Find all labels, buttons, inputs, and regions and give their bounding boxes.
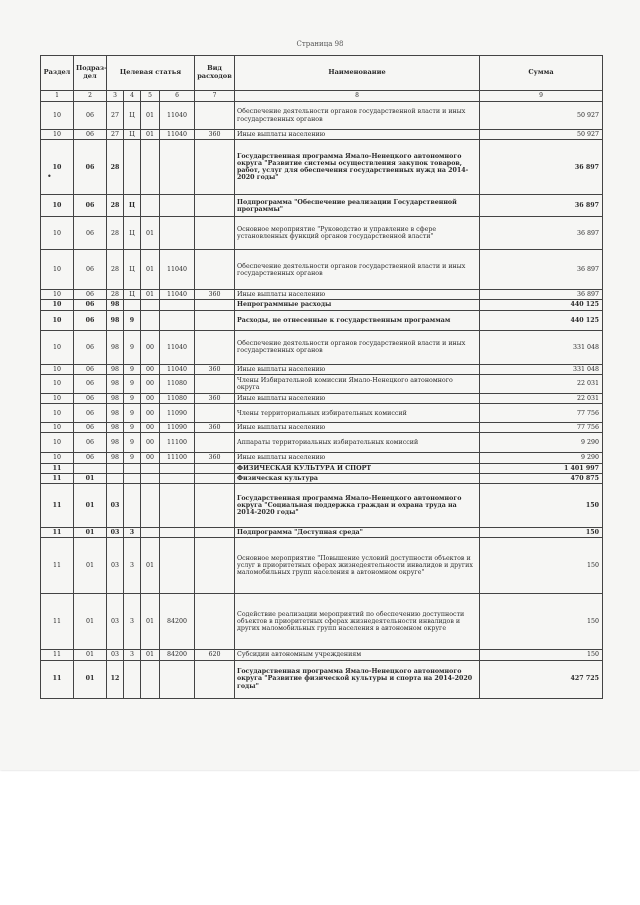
row-section: 10 bbox=[41, 102, 74, 130]
row-program-code: 03 bbox=[107, 528, 124, 538]
header-sum: Сумма bbox=[480, 56, 603, 91]
row-subprogram-code: 9 bbox=[124, 433, 141, 453]
row-expense-type bbox=[195, 484, 235, 528]
row-activity-code: 00 bbox=[141, 423, 160, 433]
row-direction-code: 11040 bbox=[160, 102, 195, 130]
row-program-code: 03 bbox=[107, 594, 124, 650]
row-direction-code: 84200 bbox=[160, 650, 195, 660]
row-sum: 36 897 bbox=[480, 217, 603, 250]
row-activity-code bbox=[141, 195, 160, 217]
row-subsection: 06 bbox=[74, 195, 107, 217]
row-section: 10 bbox=[41, 310, 74, 330]
row-program-code: 28 bbox=[107, 195, 124, 217]
header-expense-type: Вид расходов bbox=[195, 56, 235, 91]
row-direction-code: 11080 bbox=[160, 374, 195, 393]
row-name: Иные выплаты населению bbox=[235, 393, 480, 403]
row-subsection: 06 bbox=[74, 250, 107, 290]
row-subprogram-code: 9 bbox=[124, 310, 141, 330]
table-row bbox=[41, 594, 603, 650]
margin-mark: • bbox=[47, 172, 52, 181]
row-sum: 22 031 bbox=[480, 374, 603, 393]
row-expense-type bbox=[195, 374, 235, 393]
row-subprogram-code: 3 bbox=[124, 650, 141, 660]
row-direction-code: 11040 bbox=[160, 130, 195, 140]
table-row bbox=[41, 463, 603, 473]
row-subsection: 01 bbox=[74, 650, 107, 660]
row-expense-type bbox=[195, 594, 235, 650]
row-activity-code bbox=[141, 660, 160, 698]
row-subsection: 01 bbox=[74, 528, 107, 538]
row-section: 10 bbox=[41, 433, 74, 453]
row-activity-code bbox=[141, 140, 160, 195]
row-direction-code: 11040 bbox=[160, 250, 195, 290]
row-section: 10 bbox=[41, 300, 74, 310]
row-program-code: 28 bbox=[107, 290, 124, 300]
row-name: Субсидии автономным учреждениям bbox=[235, 650, 480, 660]
row-section: 11 bbox=[41, 484, 74, 528]
row-subprogram-code: 9 bbox=[124, 364, 141, 374]
row-expense-type bbox=[195, 330, 235, 364]
row-activity-code bbox=[141, 528, 160, 538]
row-expense-type: 360 bbox=[195, 130, 235, 140]
row-sum: 470 875 bbox=[480, 473, 603, 483]
row-name: Обеспечение деятельности органов государственной власти и иных государственных органов bbox=[235, 250, 480, 290]
row-name: Государственная программа Ямало-Ненецкого автономного округа "Развитие системы осуществления закупок товаров, работ, услуг для обеспечения государственных нужд на 2014-2020 годы" bbox=[235, 140, 480, 195]
row-subsection: 01 bbox=[74, 594, 107, 650]
row-expense-type bbox=[195, 195, 235, 217]
row-section: 10 bbox=[41, 364, 74, 374]
page-number: Страница 98 bbox=[296, 40, 344, 48]
row-subsection: 06 bbox=[74, 217, 107, 250]
table-row bbox=[41, 364, 603, 374]
table-row bbox=[41, 423, 603, 433]
row-subprogram-code bbox=[124, 300, 141, 310]
row-activity-code: 00 bbox=[141, 453, 160, 463]
column-number: 4 bbox=[124, 91, 141, 102]
row-expense-type bbox=[195, 538, 235, 594]
row-expense-type bbox=[195, 300, 235, 310]
row-sum: 150 bbox=[480, 650, 603, 660]
row-program-code bbox=[107, 473, 124, 483]
row-section: 10 bbox=[41, 453, 74, 463]
row-sum: 427 725 bbox=[480, 660, 603, 698]
table-row bbox=[41, 453, 603, 463]
row-program-code bbox=[107, 463, 124, 473]
row-sum: 77 756 bbox=[480, 423, 603, 433]
row-activity-code: 01 bbox=[141, 650, 160, 660]
row-subprogram-code: 9 bbox=[124, 393, 141, 403]
column-number: 3 bbox=[107, 91, 124, 102]
column-number: 6 bbox=[160, 91, 195, 102]
row-activity-code: 01 bbox=[141, 130, 160, 140]
row-section: 10 bbox=[41, 195, 74, 217]
row-activity-code bbox=[141, 473, 160, 483]
row-program-code: 03 bbox=[107, 538, 124, 594]
row-sum: 150 bbox=[480, 528, 603, 538]
row-subsection: 01 bbox=[74, 660, 107, 698]
row-expense-type: 360 bbox=[195, 423, 235, 433]
table-row bbox=[41, 473, 603, 483]
row-direction-code bbox=[160, 195, 195, 217]
row-program-code: 98 bbox=[107, 310, 124, 330]
row-activity-code: 00 bbox=[141, 433, 160, 453]
row-direction-code: 11100 bbox=[160, 433, 195, 453]
row-sum: 36 897 bbox=[480, 250, 603, 290]
row-subprogram-code: 9 bbox=[124, 374, 141, 393]
row-program-code: 27 bbox=[107, 102, 124, 130]
table-row bbox=[41, 250, 603, 290]
table-row bbox=[41, 650, 603, 660]
row-sum: 22 031 bbox=[480, 393, 603, 403]
row-expense-type bbox=[195, 433, 235, 453]
row-program-code: 98 bbox=[107, 330, 124, 364]
row-subsection: 06 bbox=[74, 423, 107, 433]
row-subprogram-code: 9 bbox=[124, 453, 141, 463]
row-section: 11 bbox=[41, 650, 74, 660]
row-name: Иные выплаты населению bbox=[235, 130, 480, 140]
row-name: Обеспечение деятельности органов государственной власти и иных государственных органов bbox=[235, 330, 480, 364]
table-row bbox=[41, 330, 603, 364]
row-expense-type: 360 bbox=[195, 364, 235, 374]
row-program-code: 03 bbox=[107, 650, 124, 660]
row-activity-code: 00 bbox=[141, 374, 160, 393]
row-sum: 331 048 bbox=[480, 330, 603, 364]
row-subsection: 06 bbox=[74, 433, 107, 453]
row-sum: 331 048 bbox=[480, 364, 603, 374]
row-subprogram-code: Ц bbox=[124, 250, 141, 290]
row-activity-code bbox=[141, 484, 160, 528]
row-section: 10 bbox=[41, 374, 74, 393]
row-program-code: 03 bbox=[107, 484, 124, 528]
row-subsection: 06 bbox=[74, 393, 107, 403]
row-subsection: 06 bbox=[74, 290, 107, 300]
row-name: Иные выплаты населению bbox=[235, 453, 480, 463]
row-sum: 50 927 bbox=[480, 130, 603, 140]
column-number: 5 bbox=[141, 91, 160, 102]
row-expense-type bbox=[195, 473, 235, 483]
row-subprogram-code: Ц bbox=[124, 130, 141, 140]
row-expense-type bbox=[195, 250, 235, 290]
row-subsection: 06 bbox=[74, 330, 107, 364]
row-direction-code: 11100 bbox=[160, 453, 195, 463]
row-direction-code bbox=[160, 538, 195, 594]
row-expense-type bbox=[195, 404, 235, 423]
row-direction-code bbox=[160, 140, 195, 195]
row-direction-code bbox=[160, 310, 195, 330]
row-section: 10 bbox=[41, 404, 74, 423]
row-direction-code: 11040 bbox=[160, 290, 195, 300]
table-row bbox=[41, 538, 603, 594]
header-section: Раздел bbox=[41, 56, 74, 91]
table-row bbox=[41, 374, 603, 393]
row-name: Иные выплаты населению bbox=[235, 364, 480, 374]
row-name: Подпрограмма "Обеспечение реализации Государственной программы" bbox=[235, 195, 480, 217]
row-name: ФИЗИЧЕСКАЯ КУЛЬТУРА И СПОРТ bbox=[235, 463, 480, 473]
row-subsection: 06 bbox=[74, 102, 107, 130]
row-direction-code bbox=[160, 528, 195, 538]
row-expense-type bbox=[195, 528, 235, 538]
row-subsection: 06 bbox=[74, 404, 107, 423]
row-sum: 36 897 bbox=[480, 195, 603, 217]
row-name: Государственная программа Ямало-Ненецкого автономного округа "Развитие физической культуры и спорта на 2014-2020 годы" bbox=[235, 660, 480, 698]
row-section: 10 bbox=[41, 423, 74, 433]
table-row bbox=[41, 528, 603, 538]
row-name: Физическая культура bbox=[235, 473, 480, 483]
row-program-code: 98 bbox=[107, 374, 124, 393]
row-sum: 50 927 bbox=[480, 102, 603, 130]
row-subsection: 06 bbox=[74, 300, 107, 310]
column-number: 1 bbox=[41, 91, 74, 102]
row-direction-code bbox=[160, 473, 195, 483]
table-row bbox=[41, 102, 603, 130]
row-program-code: 98 bbox=[107, 453, 124, 463]
row-subprogram-code: Ц bbox=[124, 217, 141, 250]
row-subprogram-code: 3 bbox=[124, 528, 141, 538]
row-section: 10 bbox=[41, 330, 74, 364]
row-program-code: 28 bbox=[107, 140, 124, 195]
row-section: 10 bbox=[41, 393, 74, 403]
row-name: Государственная программа Ямало-Ненецкого автономного округа "Социальная поддержка граждан и охрана труда на 2014-2020 годы" bbox=[235, 484, 480, 528]
row-expense-type bbox=[195, 463, 235, 473]
row-program-code: 98 bbox=[107, 423, 124, 433]
row-direction-code bbox=[160, 217, 195, 250]
column-number-row bbox=[41, 91, 603, 102]
row-subsection: 06 bbox=[74, 130, 107, 140]
row-sum: 150 bbox=[480, 594, 603, 650]
row-subsection: 01 bbox=[74, 473, 107, 483]
row-direction-code bbox=[160, 463, 195, 473]
row-subsection bbox=[74, 463, 107, 473]
row-expense-type bbox=[195, 102, 235, 130]
row-expense-type bbox=[195, 217, 235, 250]
row-direction-code: 11090 bbox=[160, 404, 195, 423]
row-name: Основное мероприятие "Руководство и управление в сфере установленных функций органов государственной власти" bbox=[235, 217, 480, 250]
row-subsection: 01 bbox=[74, 484, 107, 528]
row-activity-code: 00 bbox=[141, 330, 160, 364]
row-expense-type bbox=[195, 660, 235, 698]
row-name: Содействие реализации мероприятий по обеспечению доступности объектов в приоритетных сферах жизнедеятельности инвалидов и других маломобильных групп населения в автономном округе bbox=[235, 594, 480, 650]
row-expense-type: 360 bbox=[195, 393, 235, 403]
header-subsection: Подраздел bbox=[74, 56, 107, 91]
row-sum: 9 290 bbox=[480, 453, 603, 463]
row-name: Члены территориальных избирательных комиссий bbox=[235, 404, 480, 423]
row-direction-code bbox=[160, 660, 195, 698]
row-section: 10 bbox=[41, 217, 74, 250]
row-activity-code: 00 bbox=[141, 404, 160, 423]
row-name: Обеспечение деятельности органов государственной власти и иных государственных органов bbox=[235, 102, 480, 130]
row-name: Иные выплаты населению bbox=[235, 290, 480, 300]
row-program-code: 12 bbox=[107, 660, 124, 698]
row-section: 11 bbox=[41, 538, 74, 594]
row-subprogram-code bbox=[124, 484, 141, 528]
row-direction-code: 11080 bbox=[160, 393, 195, 403]
row-program-code: 98 bbox=[107, 300, 124, 310]
row-subprogram-code bbox=[124, 660, 141, 698]
row-program-code: 28 bbox=[107, 217, 124, 250]
row-subprogram-code: Ц bbox=[124, 102, 141, 130]
row-subprogram-code: Ц bbox=[124, 290, 141, 300]
row-activity-code bbox=[141, 310, 160, 330]
column-number: 7 bbox=[195, 91, 235, 102]
row-subsection: 06 bbox=[74, 140, 107, 195]
row-program-code: 98 bbox=[107, 404, 124, 423]
header-target-article: Целевая статья bbox=[107, 56, 195, 91]
header-row bbox=[41, 56, 603, 91]
row-expense-type: 620 bbox=[195, 650, 235, 660]
table-row bbox=[41, 433, 603, 453]
row-expense-type bbox=[195, 140, 235, 195]
row-program-code: 28 bbox=[107, 250, 124, 290]
row-activity-code: 01 bbox=[141, 250, 160, 290]
row-sum: 440 125 bbox=[480, 300, 603, 310]
row-section: 11 bbox=[41, 660, 74, 698]
row-subprogram-code bbox=[124, 473, 141, 483]
row-subprogram-code: 3 bbox=[124, 538, 141, 594]
row-expense-type bbox=[195, 310, 235, 330]
row-subprogram-code: 9 bbox=[124, 404, 141, 423]
row-direction-code bbox=[160, 300, 195, 310]
row-name: Члены Избирательной комиссии Ямало-Ненецкого автономного округа bbox=[235, 374, 480, 393]
row-subprogram-code: Ц bbox=[124, 195, 141, 217]
table-row bbox=[41, 195, 603, 217]
row-sum: 440 125 bbox=[480, 310, 603, 330]
row-subsection: 06 bbox=[74, 453, 107, 463]
column-number: 2 bbox=[74, 91, 107, 102]
row-name: Непрограммные расходы bbox=[235, 300, 480, 310]
row-program-code: 98 bbox=[107, 364, 124, 374]
row-name: Иные выплаты населению bbox=[235, 423, 480, 433]
row-section: 10 bbox=[41, 130, 74, 140]
row-expense-type: 360 bbox=[195, 453, 235, 463]
row-activity-code: 01 bbox=[141, 594, 160, 650]
row-activity-code bbox=[141, 463, 160, 473]
row-name: Расходы, не отнесенные к государственным программам bbox=[235, 310, 480, 330]
row-activity-code: 00 bbox=[141, 364, 160, 374]
row-section: 11 bbox=[41, 463, 74, 473]
row-subsection: 06 bbox=[74, 374, 107, 393]
row-section: 11 bbox=[41, 594, 74, 650]
row-sum: 36 897 bbox=[480, 140, 603, 195]
row-section: 10 bbox=[41, 250, 74, 290]
row-sum: 150 bbox=[480, 484, 603, 528]
table-row bbox=[41, 660, 603, 698]
row-sum: 9 290 bbox=[480, 433, 603, 453]
row-direction-code: 84200 bbox=[160, 594, 195, 650]
row-program-code: 27 bbox=[107, 130, 124, 140]
row-direction-code: 11090 bbox=[160, 423, 195, 433]
row-sum: 77 756 bbox=[480, 404, 603, 423]
row-subsection: 06 bbox=[74, 364, 107, 374]
table-row bbox=[41, 217, 603, 250]
row-sum: 36 897 bbox=[480, 290, 603, 300]
table-row bbox=[41, 393, 603, 403]
table-body bbox=[41, 102, 603, 699]
header-name: Наименование bbox=[235, 56, 480, 91]
table-row bbox=[41, 140, 603, 195]
row-name: Основное мероприятие "Повышение условий доступности объектов и услуг в приоритетных сферах жизнедеятельности инвалидов и других маломобильных групп населения в автономном округе" bbox=[235, 538, 480, 594]
budget-table bbox=[40, 55, 603, 699]
row-subprogram-code: 9 bbox=[124, 423, 141, 433]
table-row bbox=[41, 300, 603, 310]
row-activity-code: 00 bbox=[141, 393, 160, 403]
row-expense-type: 360 bbox=[195, 290, 235, 300]
row-direction-code: 11040 bbox=[160, 330, 195, 364]
row-program-code: 98 bbox=[107, 433, 124, 453]
table-row bbox=[41, 484, 603, 528]
row-section: 11 bbox=[41, 473, 74, 483]
row-direction-code bbox=[160, 484, 195, 528]
table-row bbox=[41, 310, 603, 330]
row-activity-code: 01 bbox=[141, 217, 160, 250]
row-subsection: 01 bbox=[74, 538, 107, 594]
table-row bbox=[41, 404, 603, 423]
row-name: Аппараты территориальных избирательных комиссий bbox=[235, 433, 480, 453]
table-row bbox=[41, 290, 603, 300]
row-activity-code: 01 bbox=[141, 290, 160, 300]
row-sum: 1 401 997 bbox=[480, 463, 603, 473]
row-activity-code: 01 bbox=[141, 538, 160, 594]
row-subprogram-code: 9 bbox=[124, 330, 141, 364]
column-number: 8 bbox=[235, 91, 480, 102]
column-number: 9 bbox=[480, 91, 603, 102]
row-subprogram-code bbox=[124, 463, 141, 473]
row-subsection: 06 bbox=[74, 310, 107, 330]
table-row bbox=[41, 130, 603, 140]
row-section: 10 bbox=[41, 140, 74, 195]
row-sum: 150 bbox=[480, 538, 603, 594]
row-activity-code bbox=[141, 300, 160, 310]
row-program-code: 98 bbox=[107, 393, 124, 403]
row-section: 11 bbox=[41, 528, 74, 538]
row-section: 10 bbox=[41, 290, 74, 300]
row-name: Подпрограмма "Доступная среда" bbox=[235, 528, 480, 538]
row-subprogram-code: 3 bbox=[124, 594, 141, 650]
row-subprogram-code bbox=[124, 140, 141, 195]
row-activity-code: 01 bbox=[141, 102, 160, 130]
row-direction-code: 11040 bbox=[160, 364, 195, 374]
